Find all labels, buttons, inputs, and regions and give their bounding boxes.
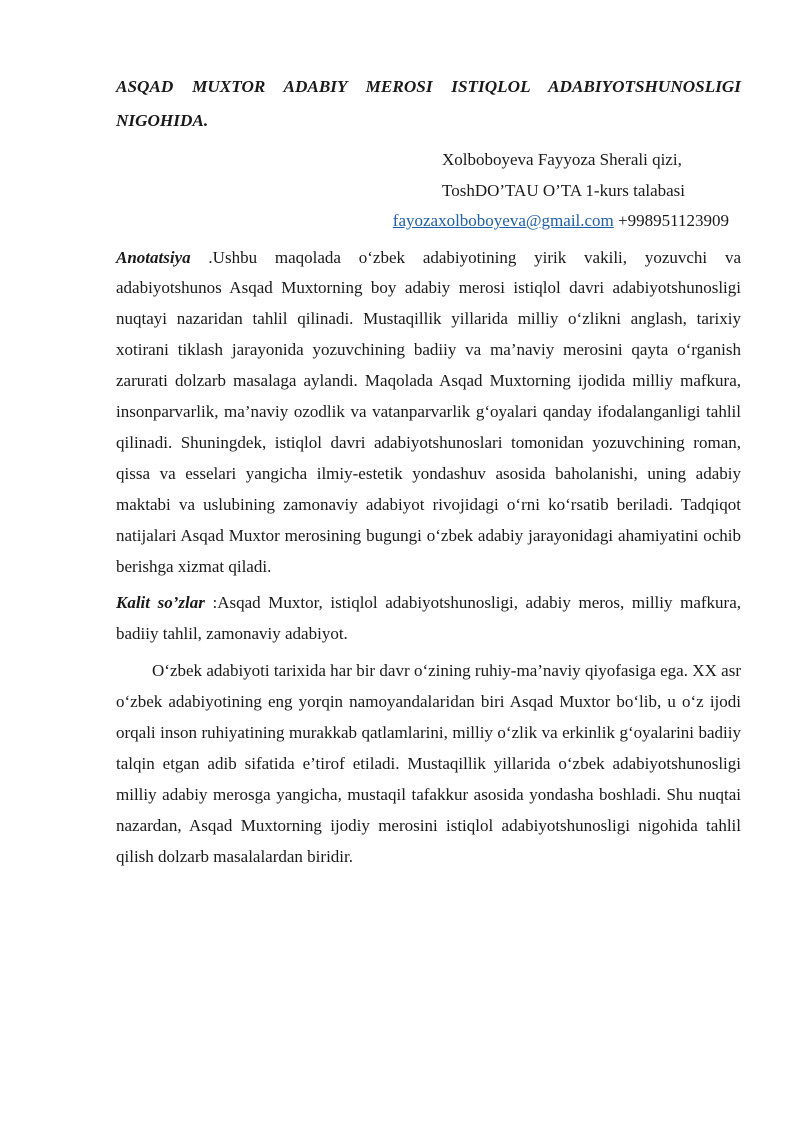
document-page (116, 70, 741, 873)
keywords-label: Kalit so’zlar (116, 593, 205, 613)
body-paragraph: O‘zbek adabiyoti tarixida har bir davr o‘zining ruhiy-ma’naviy qiyofasiga ega. XX asr o‘zbek adabiyotining eng yorqin namoyandalaridan biri Asqad Muxtor bo‘lib, u o‘z ijodi orqali inson ruhiyatining murakkab qatlamlarini, milliy o‘zlik va erkinlik g‘oyalarini badiiy talqin etgan adib sifatida e’tirof etiladi. Mustaqillik yillarida o‘zbek adabiyotshunosligi milliy adabiy merosga yangicha, mustaqil tafakkur asosida yondasha boshladi. Shu nuqtai nazardan, Asqad Muxtorning ijodiy merosini istiqlol adabiyotshunosligi nigohida tahlil qilish dolzarb masalalardan biridir. (116, 661, 741, 866)
keywords-text: :Asqad Muxtor, istiqlol adabiyotshunosligi, adabiy meros, milliy mafkura, badiiy tahlil, zamonaviy adabiyot. (116, 593, 741, 644)
email-link[interactable]: fayozaxolboboyeva@gmail.com (392, 211, 614, 230)
abstract-text: .Ushbu maqolada o‘zbek adabiyotining yirik vakili, yozuvchi va adabiyotshunos Asqad Muxtorning boy adabiy merosi istiqlol davri adabiyotshunosligi nuqtayi nazaridan tahlil qilinadi. Mustaqillik yillarida milliy o‘zlikni anglash, tarixiy xotirani tiklash jarayonida yozuvchining badiiy va ma’naviy merosini qayta o‘rganish zarurati dolzarb masalaga aylandi. Maqolada Asqad Muxtorning ijodida milliy mafkura, insonparvarlik, ma’naviy ozodlik va vatanparvarlik g‘oyalari qanday ifodalanganligi tahlil qilinadi. Shuningdek, istiqlol davri adabiyotshunoslari tomonidan yozuvchining roman, qissa va esselari yangicha ilmiy-estetik yondashuv asosida baholanishi, uning adabiy maktabi va uslubining zamonaviy adabiyot rivojidagi o‘rni ko‘rsatib beriladi. Tadqiqot natijalari Asqad Muxtor merosining bugungi o‘zbek adabiy jarayonidagi ahamiyatini ochib berishga xizmat qiladi. (116, 247, 741, 576)
author-name: Xolboboyeva Fayyoza Sherali qizi, (442, 150, 682, 169)
phone-number: +998951123909 (618, 211, 729, 230)
author-block (116, 145, 741, 237)
abstract-paragraph (116, 243, 741, 583)
author-affiliation: ToshDO’TAU O’TA 1-kurs talabasi (442, 180, 686, 200)
keywords-paragraph (116, 588, 741, 650)
article-title: ASQAD MUXTOR ADABIY MEROSI ISTIQLOL ADABIYOTSHUNOSLIGI NIGOHIDA. (116, 77, 741, 130)
author-contact (116, 206, 741, 237)
abstract-label: Anotatsiya (116, 247, 191, 267)
